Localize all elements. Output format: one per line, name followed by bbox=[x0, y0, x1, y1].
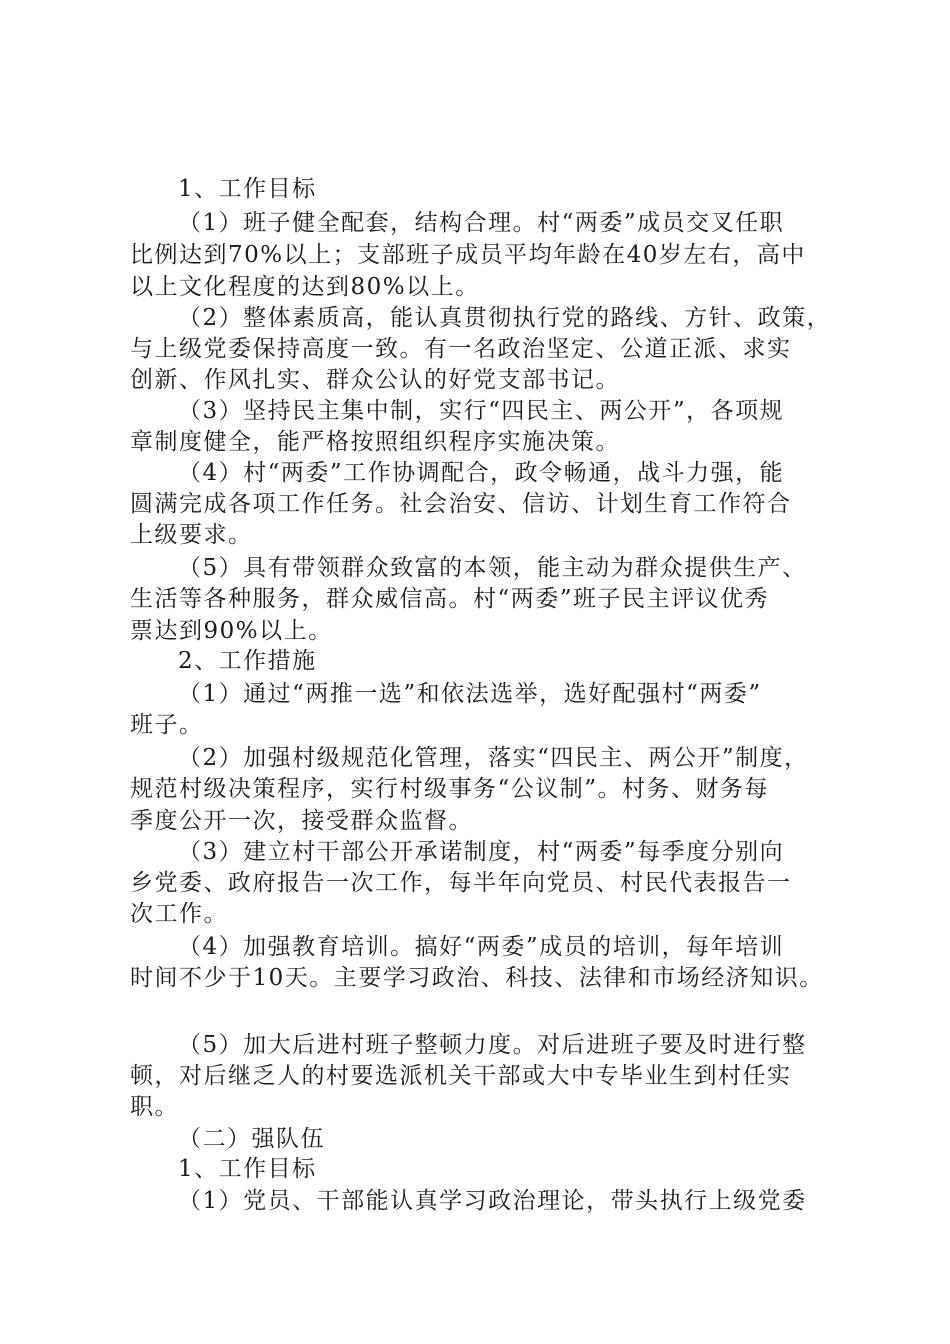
paragraph-line: （4）村“两委”工作协调配合，政令畅通，战斗力强，能 bbox=[178, 460, 785, 486]
paragraph-line: 章制度健全，能严格按照组织程序实施决策。 bbox=[130, 429, 620, 455]
heading-work-goals-2: 1、工作目标 bbox=[178, 1156, 317, 1182]
paragraph-line: （1）通过“两推一选”和依法选举，选好配强村“两委” bbox=[178, 681, 762, 707]
paragraph-line: 比例达到70%以上；支部班子成员平均年龄在40岁左右，高中 bbox=[130, 242, 806, 268]
paragraph-line: 时间不少于10天。主要学习政治、科技、法律和市场经济知识。 bbox=[130, 965, 824, 991]
paragraph-line: 顿，对后继乏人的村要选派机关干部或大中专毕业生到村任实 bbox=[130, 1063, 792, 1089]
paragraph-line: （3）建立村干部公开承诺制度，村“两委”每季度分别向 bbox=[178, 839, 785, 865]
paragraph-line: 乡党委、政府报告一次工作，每半年向党员、村民代表报告一 bbox=[130, 870, 792, 896]
paragraph-line: （1）班子健全配套，结构合理。村“两委”成员交叉任职 bbox=[178, 210, 785, 236]
paragraph-line: （4）加强教育培训。搞好“两委”成员的培训，每年培训 bbox=[178, 934, 785, 960]
paragraph-line: 班子。 bbox=[130, 712, 204, 738]
paragraph-line: （5）加大后进村班子整顿力度。对后进班子要及时进行整 bbox=[178, 1032, 807, 1058]
heading-strengthen-team: （二）强队伍 bbox=[178, 1126, 325, 1152]
paragraph-line: （1）党员、干部能认真学习政治理论，带头执行上级党委 bbox=[178, 1188, 807, 1214]
paragraph-line: 以上文化程度的达到80%以上。 bbox=[130, 274, 480, 300]
paragraph-line: 生活等各种服务，群众威信高。村“两委”班子民主评议优秀 bbox=[130, 586, 770, 612]
paragraph-line: 次工作。 bbox=[130, 901, 228, 927]
paragraph-line: 票达到90%以上。 bbox=[130, 618, 333, 644]
paragraph-line: （5）具有带领群众致富的本领，能主动为群众提供生产、 bbox=[178, 555, 807, 581]
paragraph-line: 圆满完成各项工作任务。社会治安、信访、计划生育工作符合 bbox=[130, 491, 792, 517]
paragraph-line: （3）坚持民主集中制，实行“四民主、两公开”，各项规 bbox=[178, 398, 785, 424]
paragraph-line: （2）加强村级规范化管理，落实“四民主、两公开”制度， bbox=[178, 745, 809, 771]
paragraph-line: （2）整体素质高，能认真贯彻执行党的路线、方针、政策， bbox=[178, 305, 832, 331]
paragraph-line: 创新、作风扎实、群众公认的好党支部书记。 bbox=[130, 367, 620, 393]
paragraph-line: 职。 bbox=[130, 1094, 179, 1120]
paragraph-line: 季度公开一次，接受群众监督。 bbox=[130, 808, 473, 834]
paragraph-line: 与上级党委保持高度一致。有一名政治坚定、公道正派、求实 bbox=[130, 336, 792, 362]
heading-work-measures: 2、工作措施 bbox=[178, 648, 317, 674]
paragraph-line: 上级要求。 bbox=[130, 522, 253, 548]
paragraph-line: 规范村级决策程序，实行村级事务“公议制”。村务、财务每 bbox=[130, 776, 770, 802]
heading-work-goals: 1、工作目标 bbox=[178, 176, 317, 202]
